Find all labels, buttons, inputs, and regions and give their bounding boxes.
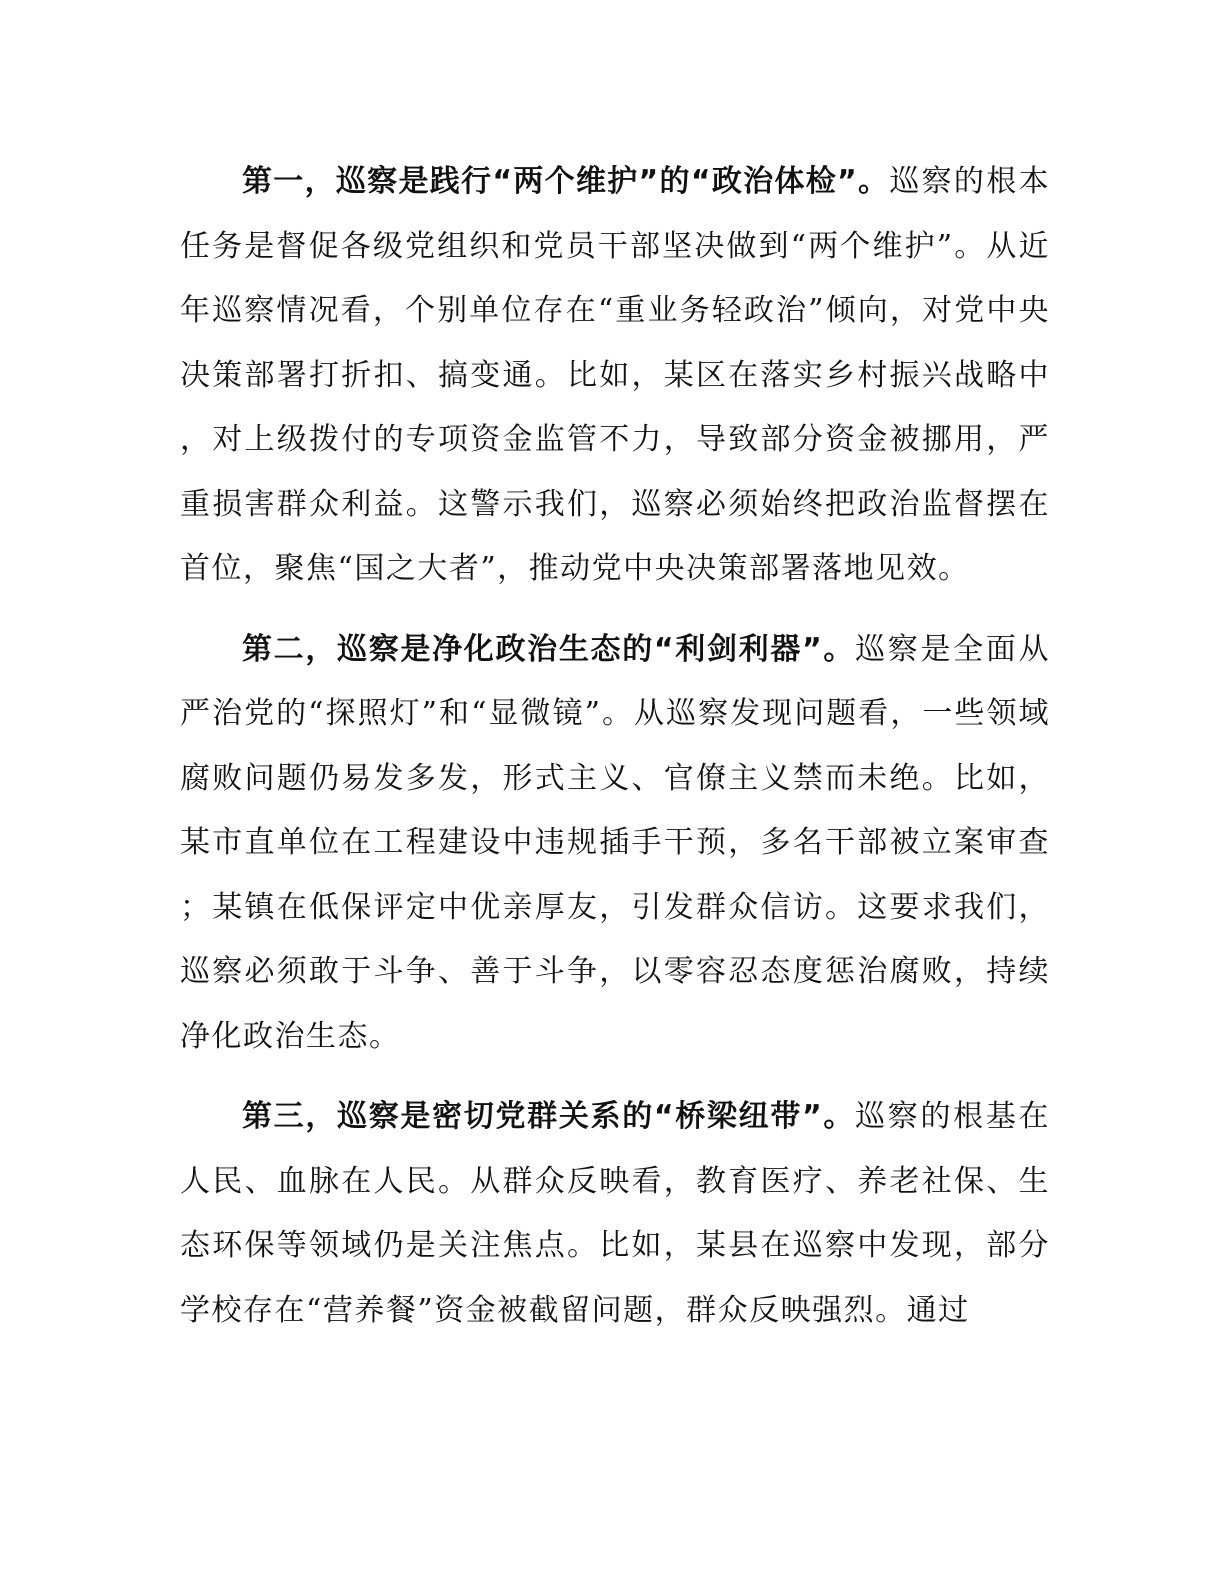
paragraph-3-body: 巡察的根基在人民、血脉在人民。从群众反映看，教育医疗、养老社保、生态环保等领域仍是关注焦点。比如，某县在巡察中发现，部分学校存在“营养餐”资金被截留问题，群众反映强烈。通过	[180, 1099, 1051, 1328]
paragraph-3	[180, 1085, 1050, 1343]
paragraph-2-heading: 第二，巡察是净化政治生态的“利剑利器”。	[242, 631, 856, 667]
paragraph-2-body: 巡察是全面从严治党的“探照灯”和“显微镜”。从巡察发现问题看，一些领域腐败问题仍易发多发，形式主义、官僚主义禁而未绝。比如，某市直单位在工程建设中违规插手干预，多名干部被立案审查；某镇在低保评定中优亲厚友，引发群众信访。这要求我们，巡察必须敢于斗争、善于斗争，以零容忍态度惩治腐败，持续净化政治生态。	[180, 631, 1051, 1054]
document-page	[180, 150, 1050, 1359]
paragraph-1	[180, 150, 1050, 602]
paragraph-2	[180, 618, 1050, 1070]
paragraph-1-body: 巡察的根本任务是督促各级党组织和党员干部坚决做到“两个维护”。从近年巡察情况看，个别单位存在“重业务轻政治”倾向，对党中央决策部署打折扣、搞变通。比如，某区在落实乡村振兴战略中，对上级拨付的专项资金监管不力，导致部分资金被挪用，严重损害群众利益。这警示我们，巡察必须始终把政治监督摆在首位，聚焦“国之大者”，推动党中央决策部署落地见效。	[180, 164, 1051, 586]
paragraph-3-heading: 第三，巡察是密切党群关系的“桥梁纽带”。	[242, 1099, 856, 1134]
paragraph-1-heading: 第一，巡察是践行“两个维护”的“政治体检”。	[242, 164, 890, 199]
